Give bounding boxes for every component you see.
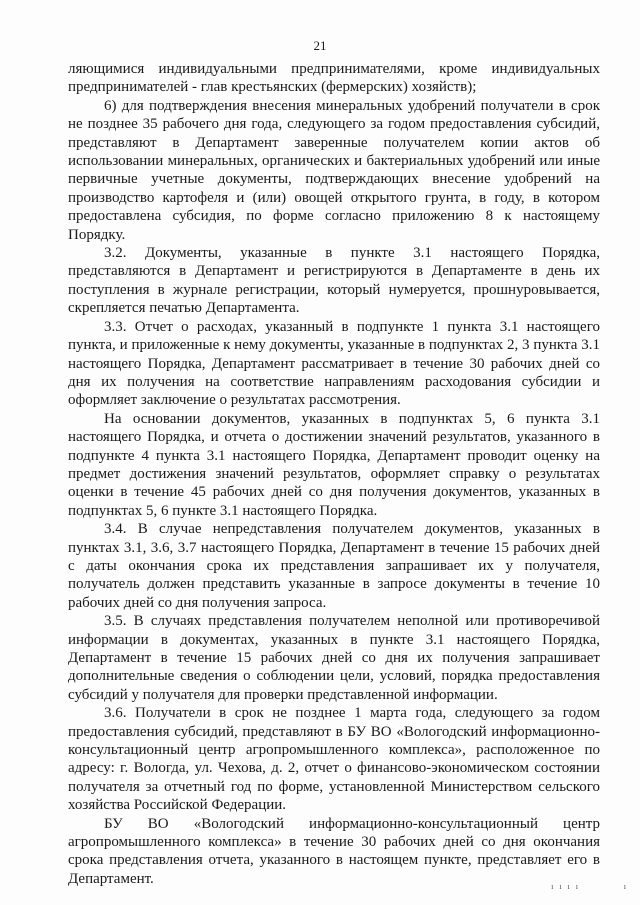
paragraph-3-3: 3.3. Отчет о расходах, указанный в подпункте 1 пункта 3.1 настоящего пункта, и приложенные к нему документы, указанные в подпунктах 2, 3 пункта 3.1 настоящего Порядка, Департамент рассматривает в течение 30 рабочих дней со дня их получения на соответствие направлениям расходования субсидии и оформляет заключение о результатах рассмотрения. bbox=[68, 318, 600, 409]
paragraph-item-6: 6) для подтверждения внесения минеральных удобрений получатели в срок не позднее 35 рабочего дня года, следующего за годом предоставления субсидий, представляют в Департамент заверенные получателем копии актов об использовании минеральных, органических и бактериальных удобрений или иные первичные учетные документы, подтверждающих внесение удобрений на производство картофеля и (или) овощей открытого грунта, в году, в котором предоставлена субсидия, по форме согласно приложению 8 к настоящему Порядку. bbox=[68, 97, 600, 243]
paragraph-results-assessment: На основании документов, указанных в подпунктах 5, 6 пункта 3.1 настоящего Порядка, и отчета о достижении значений результатов, указанного в подпункте 4 пункта 3.1 настоящего Порядка, Департамент проводит оценку на предмет достижения значений результатов, оформляет справку о результатах оценки в течение 45 рабочих дней со дня получения документов, указанных в подпунктах 5, 6 пункте 3.1 настоящего Порядка. bbox=[68, 410, 600, 519]
scan-artifact-mark: ı ı ı ı bbox=[551, 882, 580, 891]
paragraph-3-5: 3.5. В случаях представления получателем неполной или противоречивой информации в документах, указанных в пункте 3.1 настоящего Порядка, Департамент в течение 15 рабочих дней со дня их получения запрашивает дополнительные сведения о соблюдении цели, условий, порядка предоставления субсидий у получателя для проверки представленной информации. bbox=[68, 613, 600, 703]
document-body bbox=[68, 60, 600, 888]
paragraph-continuation: ляющимися индивидуальными предпринимателями, кроме индивидуальных предпринимателей - глав крестьянских (фермерских) хозяйств); bbox=[68, 61, 600, 96]
paragraph-3-2: 3.2. Документы, указанные в пункте 3.1 настоящего Порядка, представляются в Департамент и регистрируются в Департаменте в день их поступления в журнале регистрации, который нумеруется, прошнуровывается, скрепляется печатью Департамента. bbox=[68, 245, 600, 317]
scan-artifact-tick: ı bbox=[623, 882, 626, 891]
paragraph-3-4: 3.4. В случае непредставления получателем документов, указанных в пунктах 3.1, 3.6, 3.7 настоящего Порядка, Департамент в течение 15 рабочих дней с даты окончания срока их представления запрашивает их у получателя, получатель должен представить указанные в запросе документы в течение 10 рабочих дней со дня получения запроса. bbox=[68, 521, 600, 611]
paragraph-report-review: БУ ВО «Вологодский информационно-консультационный центр агропромышленного комплекса» в течение 30 рабочих дней со дня окончания срока представления отчета, указанного в настоящем пункте, представляет его в Департамент. bbox=[68, 815, 600, 887]
paragraph-3-6: 3.6. Получатели в срок не позднее 1 марта года, следующего за годом предоставления субсидий, представляют в БУ ВО «Вологодский информационно-консультационный центр агропромышленного комплекса», расположенное по адресу: г. Вологда, ул. Чехова, д. 2, отчет о финансово-экономическом состоянии получателя за отчетный год по форме, установленной Министерством сельского хозяйства Российской Федерации. bbox=[68, 705, 600, 814]
page-number: 21 bbox=[313, 38, 327, 53]
